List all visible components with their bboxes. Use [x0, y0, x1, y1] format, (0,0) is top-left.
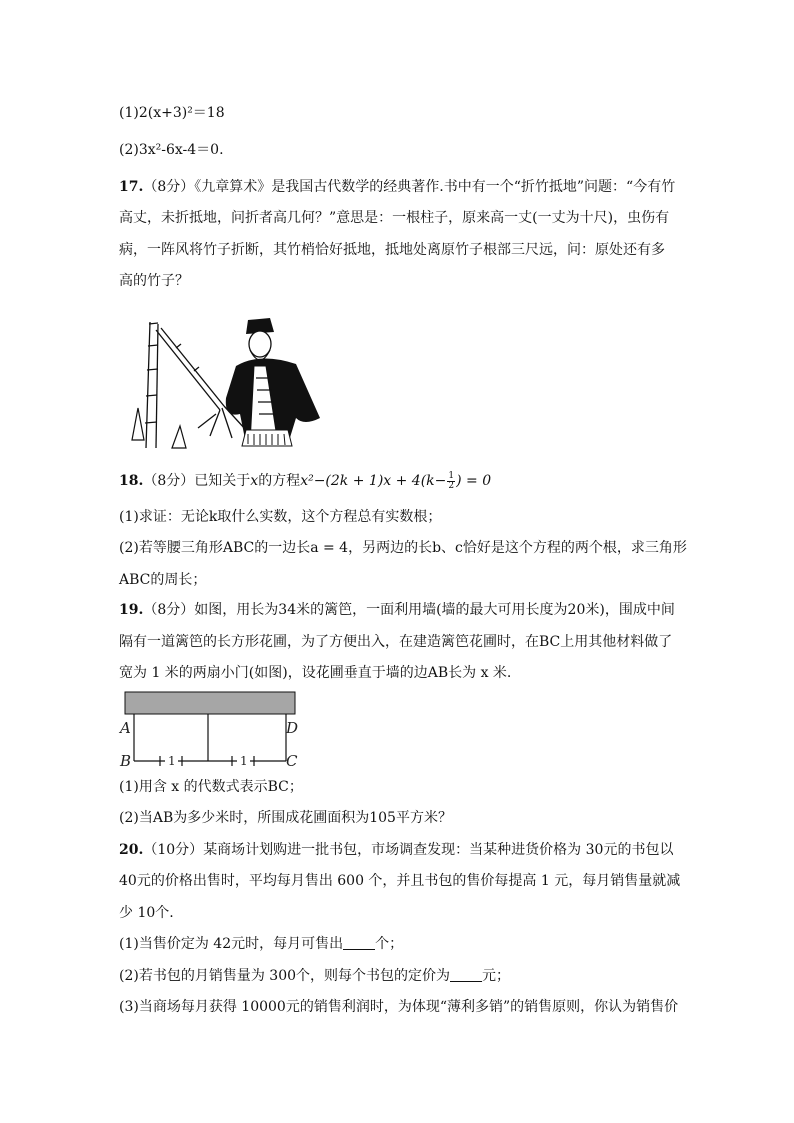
q18-line-1: [119, 471, 491, 491]
q20-part-1: [119, 934, 403, 954]
answer-blank-2[interactable]: [450, 967, 482, 982]
broken-bamboo-illustration: [128, 318, 328, 450]
q18-equation-b: ) = 0: [456, 473, 492, 489]
q20-line-2: 40元的价格出售时，平均每月售出 600 个，并且书包的售价每提高 1 元，每月销售量就减: [119, 873, 681, 889]
q20-line-1: [119, 840, 673, 860]
q17-line-2: 高丈，未折抵地，问折者高几何？”意思是：一根柱子，原来高一丈(一丈为十尺)，虫伤有: [119, 210, 670, 226]
fraction-numerator: 1: [448, 470, 455, 481]
equation-2: (2)3x²-6x-4＝0.: [119, 142, 224, 158]
q19-part-2: (2)当AB为多少米时，所围成花圃面积为105平方米？: [119, 810, 452, 826]
q20-part-1-unit: 个；: [375, 936, 404, 952]
q20-number: 20.: [119, 842, 144, 858]
fence-garden-diagram: [118, 690, 304, 770]
q18-variable: x: [250, 473, 259, 489]
label-c: C: [286, 752, 298, 770]
q17-text-1: 《九章算术》是我国古代数学的经典著作.书中有一个“折竹抵地”问题：“今有竹: [194, 179, 676, 195]
q17-line-1: [119, 177, 675, 197]
label-d: D: [286, 719, 299, 737]
q18-part-2-line-2: ABC的周长；: [119, 572, 207, 588]
q19-line-3: 宽为 1 米的两扇小门(如图)，设花圃垂直于墙的边AB长为 x 米.: [119, 665, 512, 681]
q17-points: （8分）: [143, 179, 195, 195]
bamboo-shoot-right: [172, 426, 186, 448]
q17-line-4: 高的竹子？: [119, 273, 189, 289]
q20-part-1-text: (1)当售价定为 42元时，每月可售出: [119, 936, 344, 952]
bamboo-stalk: [145, 322, 158, 448]
q19-part-1: (1)用含 x 的代数式表示BC；: [119, 779, 303, 795]
q20-part-2: [119, 966, 510, 986]
label-b: B: [120, 752, 132, 770]
q18-stem: 已知关于: [194, 473, 251, 489]
q19-text-1: 如图，用长为34米的篱笆，一面利用墙(墙的最大可用长度为20米)，围成中间: [194, 602, 675, 618]
fraction-one-half: [447, 472, 455, 491]
q18-points: （8分）: [143, 473, 195, 489]
q17-line-3: 病，一阵风将竹子折断，其竹梢恰好抵地，抵地处离原竹子根部三尺远，问：原处还有多: [119, 242, 665, 258]
wall: [125, 692, 295, 714]
fraction-denominator: 2: [448, 480, 455, 491]
q18-equation-a: x²−(2k + 1)x + 4(k−: [300, 473, 447, 489]
q20-part-2-unit: 元；: [482, 968, 511, 984]
q20-points: （10分）: [143, 842, 204, 858]
q18-stem-2: 的方程: [258, 473, 301, 489]
answer-blank-1[interactable]: [343, 935, 375, 950]
q20-line-3: 少 10个.: [119, 905, 174, 921]
q20-part-3: (3)当商场每月获得 10000元的销售利润时，为体现“薄利多销”的销售原则，你认为销售价: [119, 999, 679, 1015]
door-width-1: 1: [168, 754, 176, 768]
q18-number: 18.: [119, 473, 144, 489]
q17-number: 17.: [119, 179, 144, 195]
q19-number: 19.: [119, 602, 144, 618]
q19-line-2: 隔有一道篱笆的长方形花圃，为了方便出入，在建造篱笆花圃时，在BC上用其他材料做了: [119, 634, 673, 650]
bamboo-shoot-left: [132, 408, 144, 440]
equation-1: (1)2(x+3)²＝18: [119, 105, 225, 121]
door-width-2: 1: [240, 754, 248, 768]
q19-points: （8分）: [143, 602, 195, 618]
q19-line-1: [119, 600, 675, 620]
q18-part-2-line-1: (2)若等腰三角形ABC的一边长a = 4，另两边的长b、c恰好是这个方程的两个根，求三角形: [119, 540, 687, 556]
label-a: A: [120, 719, 131, 737]
q20-text-1: 某商场计划购进一批书包，市场调查发现：当某种进货价格为 30元的书包以: [203, 842, 674, 858]
q18-part-1: (1)求证：无论k取什么实数，这个方程总有实数根；: [119, 509, 442, 525]
ancient-scholar-figure: [226, 318, 320, 446]
q20-part-2-text: (2)若书包的月销售量为 300个，则每个书包的定价为: [119, 968, 451, 984]
